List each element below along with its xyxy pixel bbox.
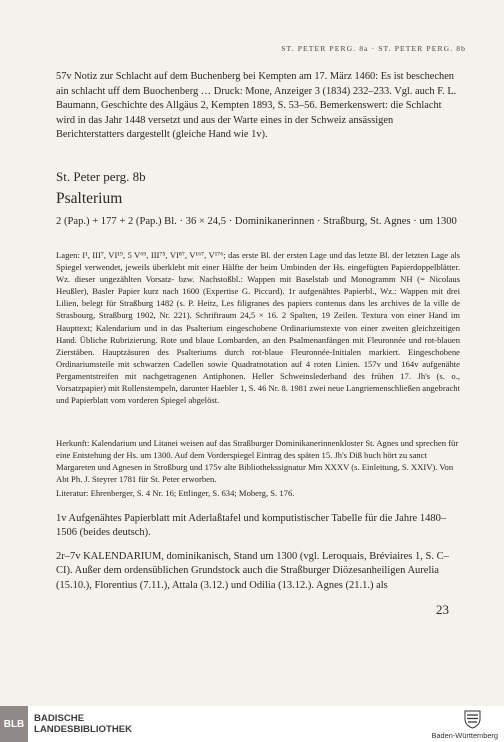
blb-logo-text: BLB: [3, 718, 25, 730]
provenance-paragraph: Herkunft: Kalendarium und Litanei weisen auf das Straßburger Dominikanerinnenkloster St. Agnes und sprechen für eine Entstehung der Hs. um 1300. Auf dem Vorderspiegel Eintrag des späten 15. Jh's Diß buch hört zu sanct Margareten und Agnesen in Stroßburg und 175v alte Bibliothekssignatur Mm XXXV (s. Einleitung, S. XXIV). Von Abt Ph. J. Steyrer 1781 für St. Peter erworben.: [56, 438, 459, 485]
library-footer: [0, 706, 504, 742]
main-title: Psalterium: [56, 190, 123, 207]
previous-entry-text: 57v Notiz zur Schlacht auf dem Buchenberg bei Kempten am 17. März 1460: Es ist beschechen ain schlacht uff dem Buochenberg … Druck: Mone, Anzeiger 3 (1834) 232–233. Vgl. auch F. L. Baumann, Geschichte des Allgäus 2, Kempten 1893, S. 53–56. Bemerkenswert: die Schlacht wird in das Jahr 1448 versetzt und aus der Warte eines in der Schweiz ansässigen Berichterstatters dargestellt (gleiche Hand wie 1v).: [56, 71, 457, 141]
folio-entry-2r-7v: 2r–7v KALENDARIUM, dominikanisch, Stand um 1300 (vgl. Leroquais, Bréviaires 1, S. C–CI). Außer dem ordensüblichen Grundstock auch die Straßburger Diözesanheiligen Aurelia (15.10.), Florentius (7.11.), Attala (3.12.) und Odilia (13.12.). Agnes (21.1.) als: [56, 551, 449, 591]
codicological-description: Lagen: I¹, III⁷, VI¹⁹, 5 V⁶⁹, III⁷⁵, VI⁸⁷, V¹⁶⁷, V¹⁷⁶; das erste Bl. der ersten Lage und das letzte Bl. der letzten Lage als Spiegel verwendet, jeweils überklebt mit einer Hälfte der beim Umbinden der Hs. eingefügten Papierdoppelblätter. Wz. dieser ungezählten Vorsatz- bzw. Nachstoßbl.: Wappen mit Baselstab und Monogramm NH (= Nicolaus Heußler), Basler Papier kurz nach 1600 (Expertise G. Piccard). 1r aufgenähtes Papierbl., Wz.: Wappen mit drei Lilien, belegt für Straßburg 1482 (s. P. Heitz, Les filigranes des papiers contenus dans les archives de la ville de Strasbourg, Straßburg 1902, Nr. 221). Schriftraum 24,5 × 16. 2 Spalten, 19 Zeilen. Textura von einer Hand im Haupttext; Kalendarium und in das Psalterium eingeschobene Ordinariumstexte von einer zweiten gleichzeitigen Hand. Übliche Rubrizierung. Rote und blaue Lombarden, an den Psalmenanfängen mit Fleuronnée und rot-blauen Zierstäben. Hauptzäsuren des Psalteriums durch rot-blaue Fleuronnée-Initialen markiert. Eingeschobene Ordinariumsteile mit schwarzen Cadellen sowie Quadratnotation auf 4 roten Linien. 157v und 164v aufgenähte Pergamentstreifen mit nachgetragenen Antiphonen. Heller Schweinslederband des frühen 17. Jh's (s. o., Vorsatzpapier) mit Rollenstempeln, darunter Haebler 1, S. 46 Nr. 8. 1981 zwei neue Langriemenschließen angebracht und Papierblatt vom vorderen Spiegel abgelöst.: [56, 250, 460, 406]
folio-entry-1v: 1v Aufgenähtes Papierblatt mit Aderlaßtafel und komputistischer Tabelle für die Jahre 1480–1506 (beides deutsch).: [56, 513, 447, 539]
library-name[interactable]: [34, 714, 194, 735]
entry-title: St. Peter perg. 8b: [56, 169, 146, 184]
manuscript-summary: 2 (Pap.) + 177 + 2 (Pap.) Bl. · 36 × 24,5 · Dominikanerinnen · Straßburg, St. Agnes · um 1300: [56, 216, 457, 227]
state-name: Baden-Württemberg: [431, 731, 498, 740]
page-number: 23: [436, 602, 449, 617]
blb-logo[interactable]: [0, 706, 28, 742]
library-name-line-2: LANDESBIBLIOTHEK: [34, 723, 133, 735]
literature-paragraph: Literatur: Ehrenberger, S. 4 Nr. 16; Ettlinger, S. 634; Moberg, S. 176.: [56, 488, 295, 498]
coat-of-arms-icon: [464, 710, 481, 729]
running-head: ST. PETER PERG. 8a · ST. PETER PERG. 8b: [281, 44, 466, 53]
library-name-line-1: BADISCHE: [34, 713, 85, 724]
